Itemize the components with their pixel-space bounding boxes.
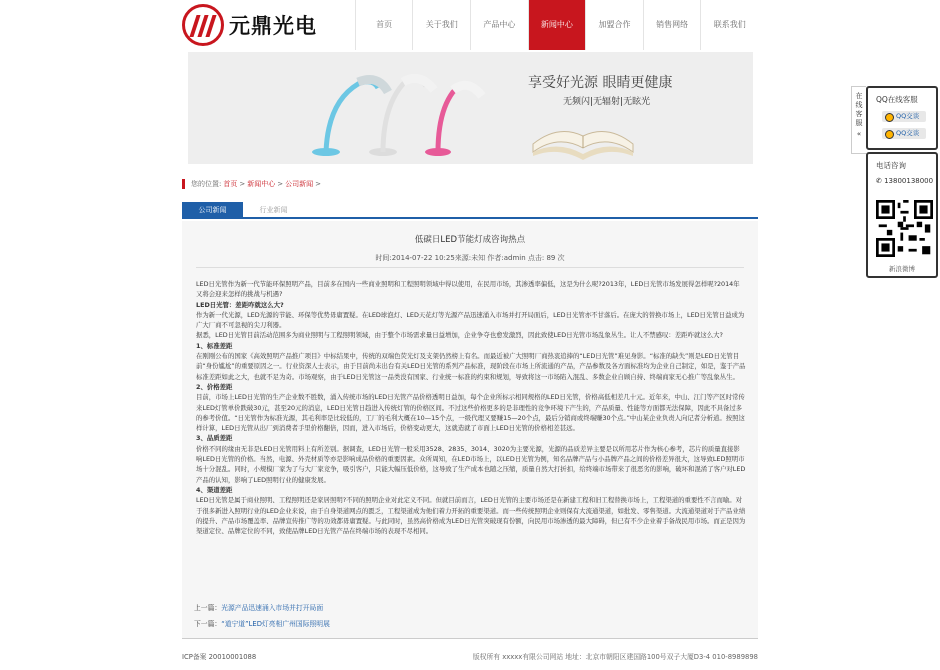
nav-products[interactable]: 产品中心 xyxy=(470,0,528,50)
article-pager xyxy=(194,600,330,632)
news-tabs xyxy=(182,202,758,219)
divider xyxy=(196,267,744,268)
breadcrumb-home[interactable]: 首页 xyxy=(223,180,238,188)
breadcrumb: 您的位置: 首页 > 新闻中心 > 公司新闻 > xyxy=(182,179,321,189)
nav-news[interactable]: 新闻中心 xyxy=(528,0,586,50)
article-body xyxy=(196,279,746,536)
qr-code-icon xyxy=(876,200,933,257)
phone-panel xyxy=(866,152,938,278)
logo-icon xyxy=(182,4,224,46)
nav-contact[interactable]: 联系我们 xyxy=(700,0,758,50)
logo[interactable] xyxy=(182,4,322,46)
article-meta: 时间:2014-07-22 10:25来源:未知 作者:admin 点击: 89 次 xyxy=(375,254,565,262)
paragraph: LED日光管是属于商业照明、工程照明还是家居照明?不同的照明企业对此定义不同。但就目前而言，LED日光管的主要市场还是在新建工程和旧工程替换市场上，工程渠道的重要性不言而喻。对于很多新进入照明行业的LED企业来说，由于自身渠道网点的匮乏，工程渠道成为他们着力开拓的重要渠道。而一些传统照明企业则保有大流通渠道，如批发、零售渠道。大流通渠道对于产品业绩的提升、产品市场覆盖率、品牌宣传推广等的功效都毋庸置疑。与此同时，虽然高价格成为LED日光管突破现有份额，向民用市场渗透的最大障碍，但已有不少企业着手备战民用市场。而正是因为渠道定位、品牌定位的不同，致使品牌LED日光管产品在终端市场的表现不尽相同。 xyxy=(196,496,746,536)
collapse-icon: « xyxy=(856,130,862,138)
phone-title: 电话咨询 xyxy=(876,161,906,170)
main-nav xyxy=(355,0,758,50)
online-service-tab[interactable] xyxy=(851,86,866,154)
tab-company-news[interactable]: 公司新闻 xyxy=(182,202,243,219)
qq-chat-button[interactable]: QQ交谈 xyxy=(882,111,926,122)
breadcrumb-marker xyxy=(182,179,185,189)
breadcrumb-prefix: 您的位置: xyxy=(191,180,222,188)
phone-number: ✆ 13800138000 xyxy=(876,177,934,185)
paragraph: 价格不同的缘由无非是LED日光管用料上有所差别。据调查，LED日光管一般采用3528、2835、3014、3020为主要光源，光源的品质差异主要是以所用芯片作为核心参考，芯片的质量直接影响LED日光管的价格。当然，电源、外壳材质等亦是影响成品价格的重要因素。众所周知，在LED市场上，以LED日光管为例，知名品牌产品与小品牌产品之间的价格差异很大，这导致LED照明市场十分混乱。同时，小规模厂家为了与大厂家竞争，吸引客户，只能大幅压低价格，这导致了生产成本也随之压缩，质量自然大打折扣，给终端市场带来了很恶劣的影响，破坏和混淆了客户对LED产品的认知，影响了LED照明行业的健康发展。 xyxy=(196,444,746,484)
section-heading: 4、渠道差距 xyxy=(196,485,233,494)
section-heading: LED日光管：差距咋就这么大? xyxy=(196,300,284,309)
section-heading: 3、品质差距 xyxy=(196,434,233,443)
book-image xyxy=(528,114,638,160)
copyright: 版权所有 xxxxx有限公司网站 地址：北京市朝阳区建国路100号双子大厦D3-4 010-8989898 xyxy=(472,653,758,661)
banner-title: 享受好光源 眼睛更健康 xyxy=(528,75,673,91)
paragraph: 作为新一代光源，LED光源的节能、环保等优势毋庸置疑。在LED球泡灯、LED天花灯等光源产品迅速涌入市场并打开局面后，LED日光管亦不甘落后。在庞大的替换市场上，LED日光管日益成为广大厂商不可忽视的尖刀利器。 xyxy=(196,310,745,330)
footer-divider xyxy=(182,638,758,639)
breadcrumb-company-news[interactable]: 公司新闻 xyxy=(285,180,314,188)
paragraph: 目前，市场上LED日光管的生产企业数不胜数，涌入传统市场的LED日光管产品价格透明日益加，每个企业所标示相同规格的LED日光管，价格高低相差几十元。近年来，中山、江门等产区时常传来LED灯管单价跌破30元，甚至20元的消息，LED日光管日趋进入传统灯管的价格区间。不过这些价格更多的是非理性的竞争环境下产生的，产品质量、性能等方面都无法保障，因此不具备过多的参考价值。“日光管作为标准光源，其毛利率是比较低的，工厂的毛利大概在10—15个点，一级代理又要赚15—20个点，最后分销商或终端赚30个点。”中山某企业负责人向记者分析道。按照这样计算，LED日光管从出厂到消费者手里价格翻倍，因而，进入市场后，价格变动更大，这就造就了市面上LED日光管的价格相差甚远。 xyxy=(196,393,745,433)
tab-industry-news[interactable]: 行业新闻 xyxy=(259,206,288,214)
online-service-tab-label: 在 线 客 服 xyxy=(855,92,863,127)
prev-article-link[interactable]: 光源产品迅速涌入市场并打开局面 xyxy=(221,604,324,612)
banner-subtitle: 无频闪|无辐射|无眩光 xyxy=(563,97,651,107)
next-article-link[interactable]: “道宁道”LED灯亮相广州国际照明展 xyxy=(221,620,330,628)
nav-about[interactable]: 关于我们 xyxy=(412,0,470,50)
qq-chat-button[interactable]: QQ交谈 xyxy=(882,128,926,139)
site-header xyxy=(182,0,758,50)
lamp-image xyxy=(188,52,488,164)
prev-label: 上一篇： xyxy=(194,604,222,612)
next-label: 下一篇： xyxy=(194,620,222,628)
icp-number: ICP备案 20010001088 xyxy=(182,653,257,661)
article xyxy=(182,221,758,638)
breadcrumb-news[interactable]: 新闻中心 xyxy=(247,180,276,188)
banner[interactable] xyxy=(188,52,753,164)
nav-sales[interactable]: 销售网络 xyxy=(643,0,701,50)
logo-text: 元鼎光电 xyxy=(229,14,317,38)
nav-franchise[interactable]: 加盟合作 xyxy=(585,0,643,50)
article-title: 低碳日LED节能灯成咨询热点 xyxy=(414,235,526,245)
qq-panel xyxy=(866,86,938,150)
nav-home[interactable]: 首页 xyxy=(355,0,413,50)
paragraph: LED日光管作为新一代节能环保照明产品，目前多在国内一些商业照明和工程照明领域中得以使用，在民用市场，其渗透率偏低，这是为什么呢?2013年，LED日光管市场发展得怎样呢?2014年又将会迎来怎样的挑战与机遇? xyxy=(196,280,740,299)
section-heading: 1、标准差距 xyxy=(196,341,233,350)
qq-title: QQ在线客服 xyxy=(876,95,918,104)
paragraph: 据悉，LED日光管目前活动范围多为商业照明与工程照明领域，由于整个市场需求量日益增加，企业争夺也愈发激烈，因此致使LED日光管市场乱象丛生。让人不禁感叹：差距咋就这么大? xyxy=(196,331,723,340)
section-heading: 2、价格差距 xyxy=(196,382,233,391)
paragraph: 在刚刚公布的国家《高效照明产品推广项目》中标结果中，传统的双端色荧光灯及支架仍然榜上有名。而最近被广大照明厂商热衷追捧的“LED日光管”难见身影。“标准的缺失”则是LED日光管目前“身份尴尬”的重要原因之一。行业资深人士表示，由于目前尚未出台有关LED日光管的系列产品标准，现阶段在市场上所流通的产品，产品参数及各方面标准均为企业自己制定，如是，鉴于产品标准差距如此之大，也就不足为奇。市场观察，由于LED日光管这一品类没有国家、行业统一标准的约束和规划，导致将这一市场陷入混乱、多数企业自顾自持、终端商家无心推广等乱象丛生。 xyxy=(196,352,746,381)
weibo-label[interactable]: 新浪微博 xyxy=(889,265,915,273)
